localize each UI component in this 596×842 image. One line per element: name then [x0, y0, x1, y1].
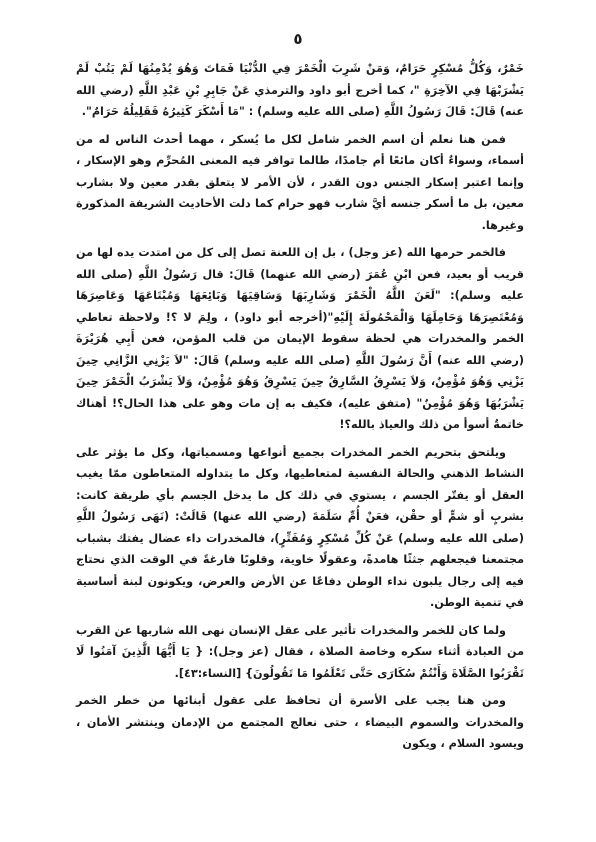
page-number: ٥ — [293, 30, 303, 48]
paragraph-5: ولما كان للخمر والمخدرات تأثير على عقل الإنسان نهى الله شاربها عن القرب من العبادة أثناء سكره وخاصة الصلاة ، فقال (عز وجل): { يَا أَيُّهَا الَّذِينَ آمَنُوا لَا تَقْرَبُوا الصَّلَاةَ وَأَنْتُمْ سُكَارَى حَتَّى تَعْلَمُوا مَا تَقُولُونَ} [النساء:٤٣]. — [76, 623, 524, 680]
paragraph-3: فالخمر حرمها الله (عز وجل) ، بل إن اللعنة تصل إلى كل من امتدت يده لها من قريب أو بعيد، فعن ابْنِ عُمَرَ (رضي الله عنهما) قَالَ: قال رَسُولُ اللَّهِ (صلى الله عليه وسلم): "لَعَنَ اللَّهُ الْخَمْرَ وَشَارِبَهَا وَسَاقِيَهَا وَبَائِعَهَا وَمُبْتَاعَهَا وَعَاصِرَهَا وَمُعْتَصِرَهَا وَحَامِلَهَا وَالْمَحْمُولَةَ إِلَيْهِ"(أخرجه أبو داود) ، ولِمَ لا ؟! ولاحظة تعاطي الخمر والمخدرات هي لحظة سقوط الإيمان من قلب المؤمن، فعن أَبِي هُرَيْرَةَ (رضي الله عنه) أَنَّ رَسُولَ اللَّهِ (صلى الله عليه وسلم) قَالَ: "لاَ يَزْنِي الزَّانِي حِينَ يَزْنِي وَهُوَ مُؤْمِنٌ، وَلاَ يَسْرِقُ السَّارِقُ حِينَ يَسْرِقُ وَهُوَ مُؤْمِنٌ، وَلاَ يَشْرَبُ الْخَمْرَ حِينَ يَشْرَبُهَا وَهُوَ مُؤْمِنٌ" (متفق عليه)، فكيف به إن مات وهو على هذا الحال؟! أهناك خاتمةٌ أسوأ من ذلك والعياذ بالله؟! — [76, 246, 524, 431]
paragraph-2: فمن هنا نعلم أن اسم الخمر شامل لكل ما يُسكر ، مهما أحدث الناس له من أسماء، وسواءٌ أكان مائعًا أم جامدًا، طالما توافر فيه المعنى المُحرِّم وهو الإسكار ، وإنما اعتبر إسكار الجنس دون القدر ، لأن الأمر لا يتعلق بقدر معين ولا بشارب معين، بل ما أسكر جنسه أيَّ شارب فهو حرام كما دلت الأحاديث الشريفة المذكورة وغيرها. — [76, 132, 524, 232]
paragraph-6: ومن هنا يجب على الأسرة أن تحافظ على عقول أبنائها من خطر الخمر والمخدرات والسموم البيضاء ، حتى نعالج المجتمع من الإدمان وينتشر الأمان ، ويسود السلام ، ويكون — [76, 694, 524, 750]
paragraph-4: ويلتحق بتحريم الخمر المخدرات بجميع أنواعها ومسمياتها، وكل ما يؤثر على النشاط الذهني والحالة النفسية لمتعاطيها، وكل ما يتداوله المتعاطون ممّا يغيب العقل أو يفتّر الجسم ، يستوي في ذلك كل ما يدخل الجسم بأي طريقة كانت: بشربٍ أو شمٍّ أو حقْن، فعَنْ أُمِّ سَلَمَةَ (رضي الله عنها) قَالَتْ: (نَهَى رَسُولُ اللَّهِ (صلى الله عليه وسلم) عَنْ كُلِّ مُسْكِرٍ وَمُفَتِّرٍ)، فالمخدرات داء عضال يفتك بشباب مجتمعنا فيجعلهم جثثًا هامدةً، وعقولًا خاوية، وقلوبًا فارغةً في الوقت الذي نحتاج فيه إلى رجال يلبون نداء الوطن دفاعًا عن الأرض والعرض، ويكونون لبنة أساسية في تنمية الوطن. — [76, 445, 524, 609]
paragraph-1: خَمْرٌ، وَكُلُّ مُسْكِرٍ حَرَامٌ، وَمَنْ شَرِبَ الْخَمْرَ فِي الدُّنْيَا فَمَاتَ وَهُوَ يُدْمِنُهَا لَمْ يَتُبْ لَمْ يَشْرَبْهَا فِي الآخِرَةِ "، كما أخرج أبو داود والترمذي عَنْ جَابِرِ بْنِ عَبْدِ اللَّهِ (رضي الله عنه) قَالَ: قَالَ رَسُولُ اللَّهِ (صلى الله عليه وسلم) : "مَا أَسْكَرَ كَثِيرُهُ فَقَلِيلُهُ حَرَامٌ". — [76, 62, 524, 118]
page-body — [76, 58, 524, 761]
